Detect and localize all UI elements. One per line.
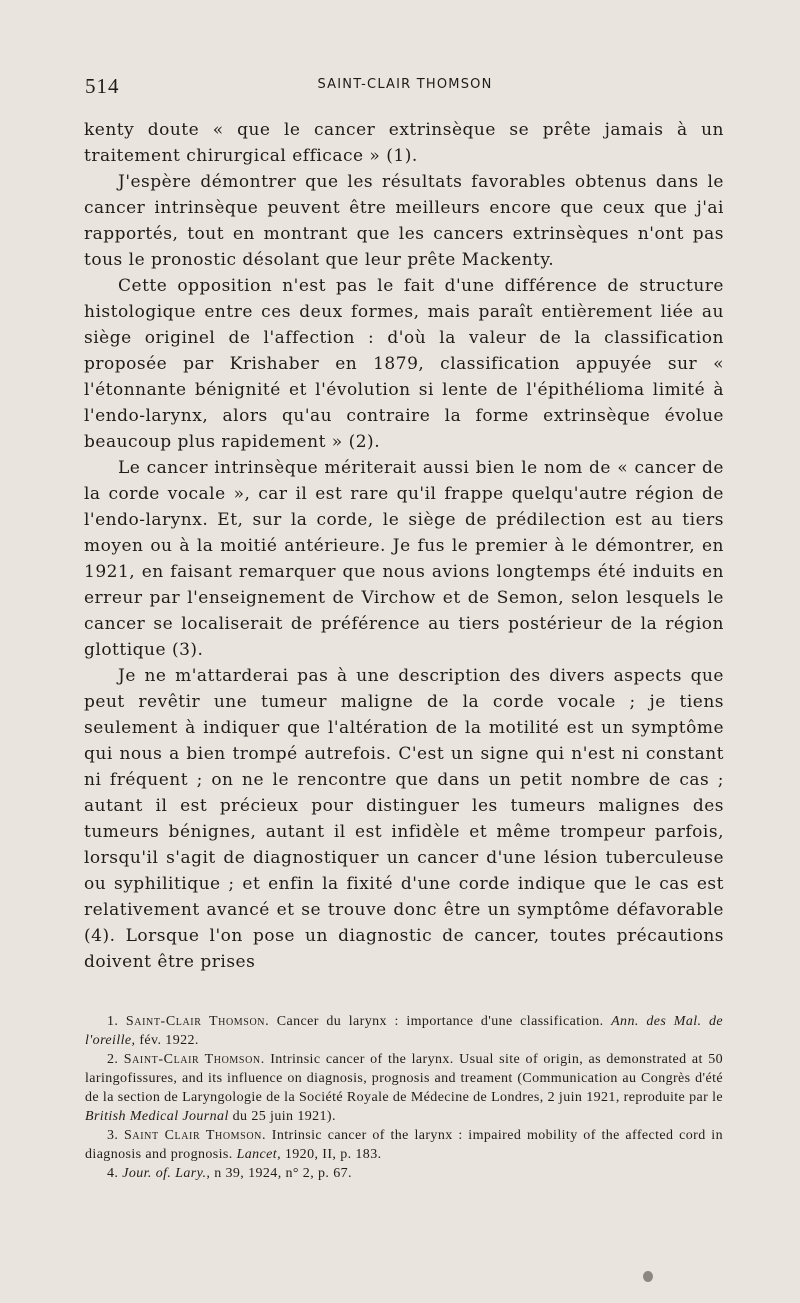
ink-speck	[643, 1271, 653, 1282]
footnote-source: Ann. des Mal. de l'oreille,	[85, 1014, 723, 1048]
footnote-text: Cancer du larynx : importance d'une classification.	[269, 1014, 612, 1029]
footnote-number: 4.	[107, 1166, 119, 1181]
footnote-tail: 1920, II, p. 183.	[280, 1147, 382, 1162]
footnote-number: 1.	[107, 1014, 119, 1029]
page-header	[85, 74, 725, 98]
running-head: SAINT-CLAIR THOMSON	[317, 77, 493, 92]
footnote-source: Lancet,	[236, 1147, 281, 1162]
footnote	[85, 1164, 723, 1183]
footnote-text: Intrinsic cancer of the larynx : impaired mobility of the affected cord in diagnosis and prognosis.	[85, 1128, 723, 1162]
footnotes	[85, 1012, 723, 1183]
footnote	[85, 1050, 723, 1126]
footnote-tail: du 25 juin 1921).	[228, 1109, 336, 1124]
footnote-author: Saint Clair Thomson.	[124, 1128, 267, 1143]
footnote-number: 3.	[107, 1128, 119, 1143]
footnote	[85, 1126, 723, 1164]
body-text	[84, 117, 724, 975]
paragraph-continuation: kenty doute « que le cancer extrinsèque se prête jamais à un traitement chirurgical efficace » (1).	[84, 120, 724, 166]
footnote-tail: fév. 1922.	[135, 1033, 199, 1048]
footnote-author: Saint-Clair Thomson.	[125, 1014, 270, 1029]
footnote	[85, 1012, 723, 1050]
footnote-author: Saint-Clair Thomson.	[123, 1052, 265, 1067]
footnote-source: British Medical Journal	[85, 1109, 229, 1124]
paragraph: J'espère démontrer que les résultats favorables obtenus dans le cancer intrinsèque peuvent être meilleurs encore que ceux que j'ai rapportés, tout en montrant que les cancers extrinsèques n'ont pas tous le pronostic désolant que leur prête Mackenty.	[84, 172, 724, 270]
paragraph: Cette opposition n'est pas le fait d'une différence de structure histologique entre ces deux formes, mais paraît entièrement liée au siège originel de l'affection : d'où la valeur de la classification proposée par Krishaber en 1879, classification appuyée sur « l'étonnante bénignité et l'évolution si lente de l'épithélioma limité à l'endo-larynx, alors qu'au contraire la forme extrinsèque évolue beaucoup plus rapidement » (2).	[84, 276, 724, 452]
footnote-text: Intrinsic cancer of the larynx. Usual site of origin, as demonstrated at 50 laringofissures, and its influence on diagnosis, prognosis and treament (Communication au Congrès d'été de la section de Laryngologie de la Société Royale de Médecine de Londres, 2 juin 1921, reproduite par le	[85, 1052, 724, 1105]
paragraph: Le cancer intrinsèque mériterait aussi bien le nom de « cancer de la corde vocale », car il est rare qu'il frappe quelqu'autre région de l'endo-larynx. Et, sur la corde, le siège de prédilection est au tiers moyen ou à la moitié antérieure. Je fus le premier à le démontrer, en 1921, en faisant remarquer que nous avions longtemps été induits en erreur par l'enseignement de Virchow et de Semon, selon lesquels le cancer se localiserait de préférence au tiers postérieur de la région glottique (3).	[84, 458, 724, 660]
paragraph: Je ne m'attarderai pas à une description des divers aspects que peut revêtir une tumeur maligne de la corde vocale ; je tiens seulement à indiquer que l'altération de la motilité est un symptôme qui nous a bien trompé autrefois. C'est un signe qui n'est ni constant ni fréquent ; on ne le rencontre que dans un petit nombre de cas ; autant il est précieux pour distinguer les tumeurs malignes des tumeurs bénignes, autant il est infidèle et même trompeur parfois, lorsqu'il s'agit de diagnostiquer un cancer d'une lésion tuberculeuse ou syphilitique ; et enfin la fixité d'une corde indique que le cas est relativement avancé et se trouve donc être un symptôme défavorable (4). Lorsque l'on pose un diagnostic de cancer, toutes précautions doivent être prises	[84, 666, 724, 972]
footnote-tail: n 39, 1924, n° 2, p. 67.	[210, 1166, 352, 1181]
footnote-source: Jour. of. Lary.,	[122, 1166, 211, 1181]
footnote-number: 2.	[107, 1052, 119, 1067]
page-number: 514	[85, 74, 120, 98]
